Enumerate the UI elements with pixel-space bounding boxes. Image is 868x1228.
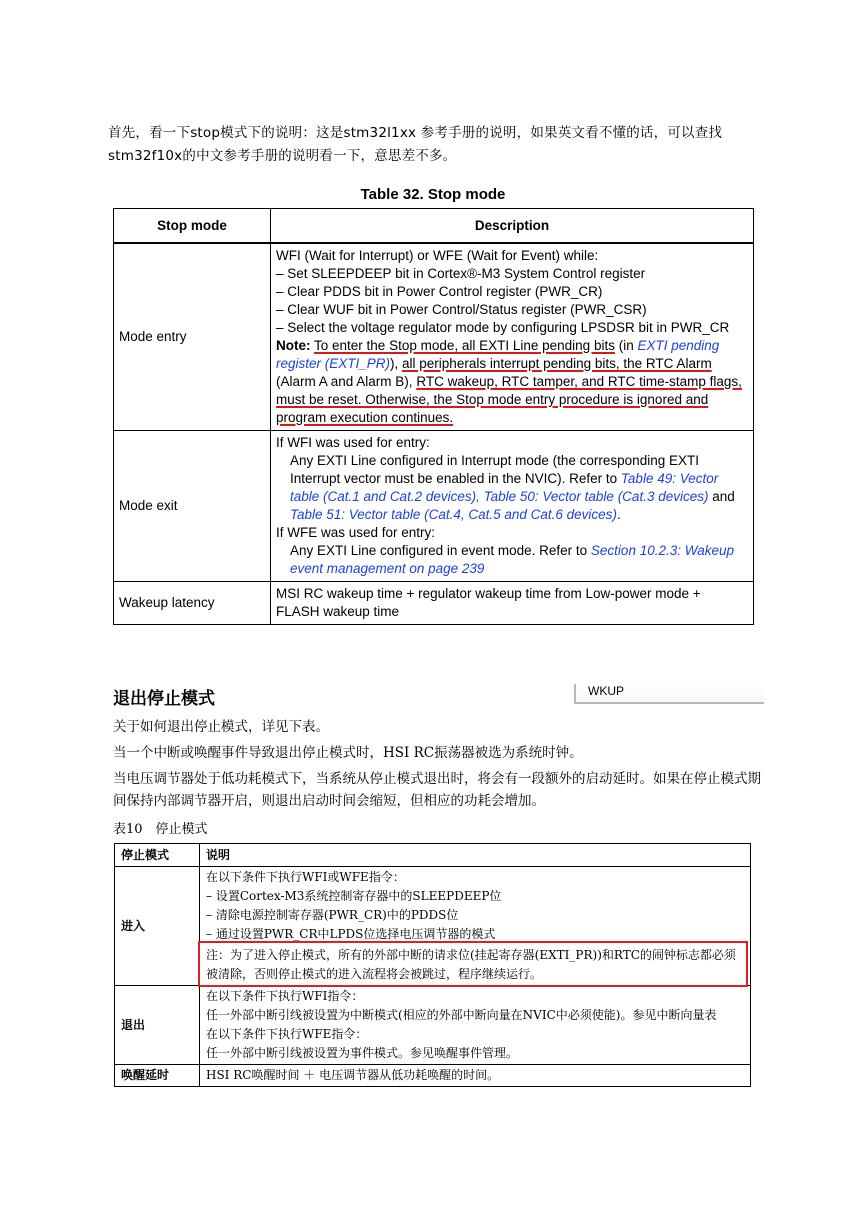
cn-entry-line: – 设置Cortex-M3系统控制寄存器中的SLEEPDEEP位	[206, 889, 502, 903]
en-desc-mode-exit	[271, 431, 754, 582]
cn-desc-latency: HSI RC唤醒时间 ＋ 电压调节器从低功耗唤醒的时间。	[200, 1065, 751, 1087]
en-desc-mode-entry	[271, 243, 754, 431]
en-table-title: Table 32. Stop mode	[360, 186, 506, 203]
cn-table-header-row	[115, 844, 751, 867]
exit-wfe-link[interactable]: Section 10.2.3: Wakeup event management on page 239	[290, 543, 735, 576]
exit-wfe-line: If WFE was used for entry:	[276, 525, 436, 540]
cn-exit-line: 任一外部中断引线被设置为事件模式。参见唤醒事件管理。	[206, 1046, 519, 1060]
exit-wfe-text	[276, 542, 747, 578]
entry-note	[276, 337, 747, 427]
en-row-mode-entry	[114, 243, 754, 431]
note-text-2: (in	[614, 338, 638, 353]
exit-wfi-link1[interactable]: Table 49: Vector table (Cat.1 and Cat.2 devices), Table 50: Vector table (Cat.3 devices)	[290, 471, 719, 504]
exit-wfi-text	[276, 452, 747, 524]
exit-wfi-line: If WFI was used for entry:	[276, 435, 430, 450]
en-desc-wakeup-latency: MSI RC wakeup time + regulator wakeup time from Low-power mode + FLASH wakeup time	[271, 582, 754, 625]
stop-mode-table-en	[113, 208, 754, 625]
exit-wfi-end: .	[616, 507, 621, 522]
para-3: 当电压调节器处于低功耗模式下，当系统从停止模式退出时，将会有一段额外的启动延时。如果在停止模式期间保持内部调节器开启，则退出启动时间会缩短，但相应的功耗会增加。	[113, 771, 761, 809]
en-row-mode-exit	[114, 431, 754, 582]
cn-table-title: 表10 停止模式	[113, 822, 208, 837]
note-text-5: (Alarm A and Alarm B),	[276, 374, 417, 389]
en-label-wakeup-latency: Wakeup latency	[114, 582, 271, 625]
intro-paragraph: 首先，看一下stop模式下的说明：这是stm32l1xx 参考手册的说明，如果英文看不懂的话，可以查找stm32f10x的中文参考手册的说明看一下，意思差不多。	[108, 125, 723, 164]
en-table-header-row	[114, 209, 754, 244]
wkup-tab[interactable]: WKUP	[574, 684, 764, 704]
note-link-exti-pr[interactable]: EXTI pending register (EXTI_PR)	[276, 338, 720, 371]
en-header-stop-mode: Stop mode	[114, 209, 271, 244]
en-row-wakeup-latency	[114, 582, 754, 625]
cn-entry-note: 注：为了进入停止模式，所有的外部中断的请求位(挂起寄存器(EXTI_PR))和RTC的闹钟标志都必须被清除，否则停止模式的进入流程将会被跳过，程序继续运行。	[206, 948, 736, 981]
para-2: 当一个中断或唤醒事件导致退出停止模式时，HSI RC振荡器被选为系统时钟。	[113, 745, 583, 761]
en-header-description: Description	[271, 209, 754, 244]
exit-wfi-and: and	[708, 489, 735, 504]
cn-header-stop-mode: 停止模式	[115, 844, 200, 867]
note-text-1: To enter the Stop mode, all EXTI Line pending bits	[314, 338, 615, 353]
cn-entry-line: – 通过设置PWR_CR中LPDS位选择电压调节器的模式	[206, 927, 496, 941]
en-label-mode-entry: Mode entry	[114, 243, 271, 431]
exit-wfi-body: Any EXTI Line configured in Interrupt mode (the corresponding EXTI Interrupt vector must be enabled in the NVIC). Refer to	[290, 453, 699, 486]
cn-header-description: 说明	[200, 844, 751, 867]
cn-label-entry: 进入	[115, 867, 200, 986]
red-highlight-box	[198, 941, 748, 987]
cn-desc-exit	[200, 986, 751, 1065]
cn-label-latency: 唤醒延时	[115, 1065, 200, 1087]
entry-intro: WFI (Wait for Interrupt) or WFE (Wait for Event) while:	[276, 248, 599, 263]
entry-item: – Set SLEEPDEEP bit in Cortex®-M3 System Control register	[276, 266, 646, 281]
cn-entry-line: 在以下条件下执行WFI或WFE指令：	[206, 870, 405, 884]
note-label: Note:	[276, 338, 311, 353]
cn-exit-line: 在以下条件下执行WFI指令：	[206, 989, 364, 1003]
entry-item: – Clear PDDS bit in Power Control register (PWR_CR)	[276, 284, 603, 299]
section-heading: 退出停止模式	[113, 689, 215, 709]
exit-wfi-link2[interactable]: Table 51: Vector table (Cat.4, Cat.5 and Cat.6 devices)	[290, 507, 617, 522]
note-text-4: all peripherals interrupt pending bits, the RTC Alarm	[402, 356, 712, 371]
cn-exit-line: 在以下条件下执行WFE指令：	[206, 1027, 368, 1041]
cn-label-exit: 退出	[115, 986, 200, 1065]
cn-entry-line: – 清除电源控制寄存器(PWR_CR)中的PDDS位	[206, 908, 459, 922]
para-1: 关于如何退出停止模式，详见下表。	[113, 719, 329, 735]
en-label-mode-exit: Mode exit	[114, 431, 271, 582]
exit-wfe-body: Any EXTI Line configured in event mode. Refer to	[290, 543, 591, 558]
cn-row-exit	[115, 986, 751, 1065]
cn-exit-line: 任一外部中断引线被设置为中断模式(相应的外部中断向量在NVIC中必须使能)。参见中断向量表	[206, 1008, 717, 1022]
cn-row-latency	[115, 1065, 751, 1087]
note-text-3: ),	[390, 356, 403, 371]
note-text-6: RTC wakeup, RTC tamper, and RTC time-stamp flags, must be reset. Otherwise, the Stop mode entry procedure is ignored and program execution continues.	[276, 374, 742, 425]
entry-item: – Clear WUF bit in Power Control/Status register (PWR_CSR)	[276, 302, 647, 317]
entry-item: – Select the voltage regulator mode by configuring LPSDSR bit in PWR_CR	[276, 320, 730, 335]
